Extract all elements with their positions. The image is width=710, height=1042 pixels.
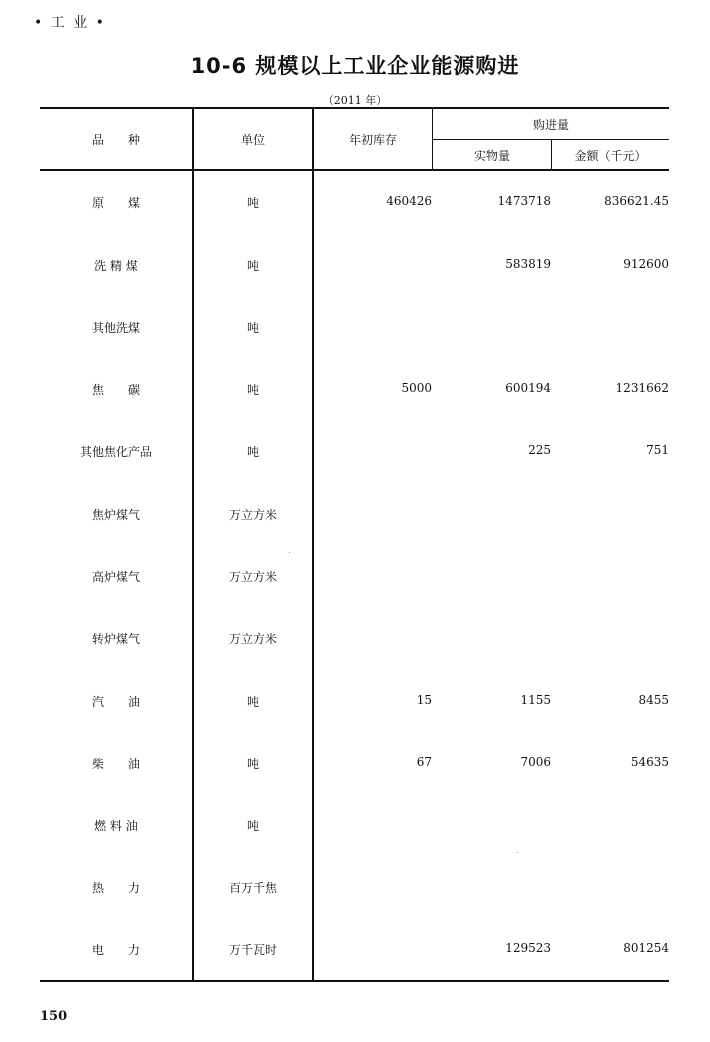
row-name: 电 力 [91, 943, 140, 957]
header-purchase: 购进量 [532, 118, 569, 132]
column-divider-2 [312, 107, 314, 982]
row-name: 原 煤 [91, 196, 140, 210]
table-row [40, 381, 669, 401]
row-amount: 912600 [623, 257, 669, 271]
row-amount: 54635 [630, 755, 669, 769]
row-name: 高炉煤气 [91, 570, 140, 584]
row-unit: 百万千焦 [228, 881, 277, 895]
page-number: 150 [40, 1009, 68, 1024]
energy-purchase-table [40, 107, 669, 982]
table-row [40, 506, 669, 526]
row-name: 其他焦化产品 [79, 445, 152, 459]
row-unit: 吨 [246, 757, 259, 771]
row-unit: 万立方米 [228, 570, 277, 584]
row-name: 燃 料 油 [94, 819, 138, 833]
header-physical-qty: 实物量 [473, 149, 510, 163]
row-physical-qty: 1473718 [497, 194, 551, 208]
table-row [40, 319, 669, 339]
header-opening-stock: 年初库存 [348, 133, 397, 147]
row-physical-qty: 600194 [505, 381, 551, 395]
row-unit: 吨 [246, 445, 259, 459]
table-row [40, 568, 669, 588]
row-amount: 1231662 [615, 381, 669, 395]
page-title: 10-6 规模以上工业企业能源购进 [190, 54, 520, 78]
table-row [40, 941, 669, 961]
row-unit: 吨 [246, 259, 259, 273]
row-unit: 吨 [246, 695, 259, 709]
row-amount: 801254 [623, 941, 669, 955]
table-row [40, 879, 669, 899]
row-name: 转炉煤气 [91, 632, 140, 646]
row-name: 焦炉煤气 [91, 508, 140, 522]
table-row [40, 194, 669, 214]
header-amount: 金额（千元） [574, 149, 647, 163]
table-row [40, 630, 669, 650]
row-unit: 吨 [246, 196, 259, 210]
table-row [40, 443, 669, 463]
row-name: 热 力 [91, 881, 140, 895]
scan-speck [289, 552, 290, 553]
table-row [40, 755, 669, 775]
row-name: 其他洗煤 [91, 321, 140, 335]
scan-speck [517, 852, 518, 853]
row-name: 焦 碳 [91, 383, 140, 397]
row-amount: 8455 [638, 693, 669, 707]
row-physical-qty: 7006 [520, 755, 551, 769]
table-bottom-rule [40, 980, 669, 982]
table-row [40, 693, 669, 713]
table-row [40, 257, 669, 277]
row-unit: 吨 [246, 819, 259, 833]
row-opening-stock: 67 [416, 755, 432, 769]
header-variety: 品 种 [91, 133, 140, 147]
table-row [40, 817, 669, 837]
row-amount: 751 [646, 443, 669, 457]
row-unit: 万千瓦时 [228, 943, 277, 957]
row-physical-qty: 129523 [505, 941, 551, 955]
row-name: 洗 精 煤 [94, 259, 138, 273]
row-opening-stock: 5000 [401, 381, 432, 395]
section-label: • 工 业 • [34, 15, 106, 31]
table-year-subtitle: （2011 年） [322, 94, 388, 107]
row-physical-qty: 225 [528, 443, 551, 457]
row-name: 汽 油 [91, 695, 140, 709]
row-physical-qty: 1155 [520, 693, 551, 707]
table-top-rule [40, 107, 669, 109]
row-opening-stock: 15 [416, 693, 432, 707]
row-amount: 836621.45 [604, 194, 669, 208]
row-unit: 吨 [246, 383, 259, 397]
header-unit: 单位 [240, 133, 265, 147]
row-physical-qty: 583819 [505, 257, 551, 271]
row-unit: 万立方米 [228, 508, 277, 522]
row-opening-stock: 460426 [386, 194, 432, 208]
row-name: 柴 油 [91, 757, 140, 771]
column-divider-1 [192, 107, 194, 982]
header-bottom-rule [40, 169, 669, 171]
row-unit: 吨 [246, 321, 259, 335]
row-unit: 万立方米 [228, 632, 277, 646]
